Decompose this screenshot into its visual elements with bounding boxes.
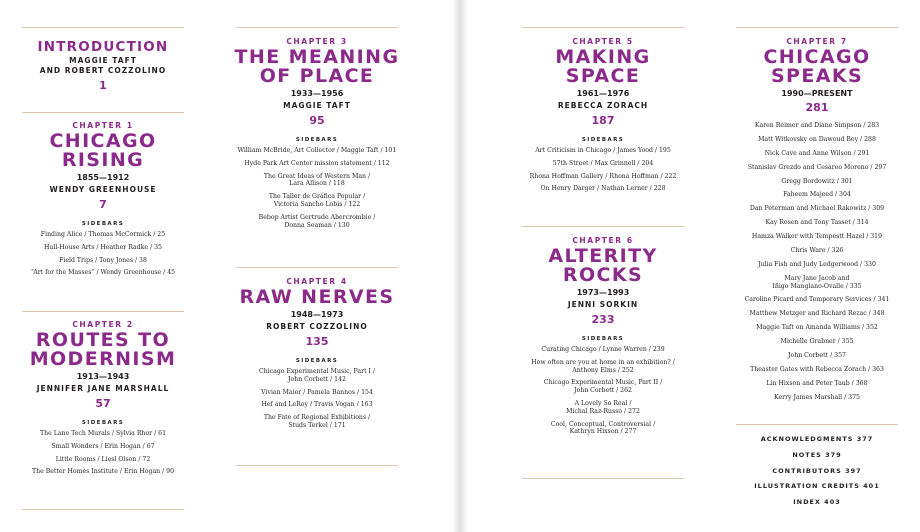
divider-rule xyxy=(22,27,184,28)
interview-entry: Caroline Picard and Temporary Services / 341 xyxy=(744,296,890,304)
interview-entry: Kerry James Marshall / 375 xyxy=(774,393,860,401)
sidebars-heading: SIDEBARS xyxy=(295,137,339,143)
interview-entry: Theaster Gates with Rebecca Zorach / 363 xyxy=(750,365,884,373)
sidebars-heading: SIDEBARS xyxy=(581,137,625,143)
back-matter-entry: ACKNOWLEDGMENTS 377 xyxy=(760,435,874,443)
chapter-title: CHICAGO SPEAKS xyxy=(763,46,871,87)
chapter-author: MAGGIE TAFT xyxy=(283,101,351,110)
sidebar-entry: 57th Street / Max Grinnell / 204 xyxy=(552,159,654,167)
chapter-label: CHAPTER 4 xyxy=(286,277,348,286)
interview-entry: Hamza Walker with Tempestt Hazel / 319 xyxy=(751,233,883,241)
book-gutter xyxy=(452,0,468,532)
chapter-author: JENNI SORKIN xyxy=(567,300,639,309)
back-matter xyxy=(736,435,898,514)
sidebar-entry: The Great Ideas of Western Man / Lara Allison / 118 xyxy=(263,172,371,188)
divider-rule xyxy=(22,509,184,510)
chapter-page-number: 233 xyxy=(591,313,615,326)
chapter-years: 1913—1943 xyxy=(76,372,130,381)
divider-rule xyxy=(22,112,184,113)
chapter-years: 1948—1973 xyxy=(290,310,344,319)
sidebar-entry: The Better Homes Institute / Erin Hogan / 90 xyxy=(31,468,175,476)
divider-rule xyxy=(522,27,684,28)
sidebars-heading: SIDEBARS xyxy=(581,336,625,342)
sidebar-entry: Art Criticism in Chicago / James Yood / 195 xyxy=(535,147,671,154)
introduction-section xyxy=(22,37,184,93)
sidebar-entry: Finding Alice / Thomas McCormick / 25 xyxy=(40,231,166,238)
chapter-years: 1961—1976 xyxy=(576,89,630,98)
introduction-title: INTRODUCTION xyxy=(37,39,169,55)
chapter-author: REBECCA ZORACH xyxy=(557,101,649,110)
chapter-label: CHAPTER 6 xyxy=(572,236,634,245)
sidebar-entry: Field Trips / Tony Jones / 38 xyxy=(59,256,147,264)
interview-entry: Gregg Bordowitz / 301 xyxy=(781,177,853,185)
chapter-title: ROUTES TO MODERNISM xyxy=(29,329,177,370)
divider-rule xyxy=(236,465,398,466)
interview-entry: Matt Witkovsky on Dawoud Bey / 288 xyxy=(758,135,876,143)
sidebar-entry: Vivian Maier / Pamela Bannos / 154 xyxy=(261,388,373,396)
divider-rule xyxy=(522,478,684,479)
chapter-3-section xyxy=(228,37,406,234)
sidebar-entry: Hef and LeRoy / Travis Vogan / 163 xyxy=(261,401,373,409)
divider-rule xyxy=(736,424,898,425)
interview-entry: Mary Jane Jacob and Iñigo Manglano-Ovalle / 335 xyxy=(772,274,862,290)
sidebar-entry: Hull-House Arts / Heather Radke / 35 xyxy=(43,243,162,251)
chapter-label: CHAPTER 3 xyxy=(286,37,348,46)
chapter-page-number: 95 xyxy=(309,114,325,127)
chapter-1-section xyxy=(22,121,184,282)
chapter-author: WENDY GREENHOUSE xyxy=(49,185,157,194)
sidebar-entry: Small Wonders / Erin Hogan / 67 xyxy=(51,442,155,450)
divider-rule xyxy=(22,311,184,312)
sidebar-entry: A Lovely So Real / Michal Raz-Russo / 272 xyxy=(566,399,640,415)
right-page xyxy=(462,0,920,532)
sidebar-entry: Chicago Experimental Music, Part II / John Corbett / 262 xyxy=(543,379,663,395)
sidebar-entry: How often are you at home in an exhibition? / Anthony Elms / 252 xyxy=(531,358,675,374)
chapter-page-number: 57 xyxy=(95,397,111,410)
sidebar-entry: Little Rooms / Liesl Olson / 72 xyxy=(55,455,151,463)
sidebar-entry: The Lane Tech Murals / Sylvia Rhor / 61 xyxy=(39,430,167,437)
sidebar-entry: Cool, Conceptual, Controversial / Kathryn Hixson / 277 xyxy=(550,420,656,436)
sidebars-heading: SIDEBARS xyxy=(295,358,339,364)
divider-rule xyxy=(736,27,898,28)
chapter-label: CHAPTER 2 xyxy=(72,320,134,329)
chapter-title: RAW NERVES xyxy=(239,286,395,308)
chapter-title: THE MEANING OF PLACE xyxy=(234,46,400,87)
sidebar-entry: Hyde Park Art Center mission statement / 112 xyxy=(244,159,390,167)
chapter-label: CHAPTER 5 xyxy=(572,37,634,46)
interview-entry: Faheem Majeed / 304 xyxy=(783,191,851,199)
sidebars-heading: SIDEBARS xyxy=(81,420,125,426)
back-matter-entry: NOTES 379 xyxy=(792,450,842,459)
chapter-years: 1990—PRESENT xyxy=(781,89,853,98)
left-page xyxy=(0,0,458,532)
sidebar-entry: Rhona Hoffman Gallery / Rhona Hoffman / 222 xyxy=(529,172,677,180)
interview-entry: Karen Reimer and Diane Simpson / 283 xyxy=(754,122,880,129)
sidebar-entry: Curating Chicago / Lynne Warren / 239 xyxy=(541,346,665,353)
chapter-page-number: 7 xyxy=(99,198,107,211)
chapter-label: CHAPTER 7 xyxy=(786,37,848,46)
interview-entry: Matthew Metzger and Richard Rezac / 348 xyxy=(749,310,885,318)
chapter-years: 1855—1912 xyxy=(76,173,130,182)
chapter-title: ALTERITY ROCKS xyxy=(548,245,658,286)
chapter-page-number: 135 xyxy=(305,335,329,348)
interview-entry: Maggie Taft on Amanda Williams / 352 xyxy=(756,324,878,332)
chapter-page-number: 281 xyxy=(805,101,829,114)
sidebar-entry: Bebop Artist Gertrude Abercrombie / Donna Seaman / 130 xyxy=(258,213,376,229)
interview-entry: Chris Ware / 326 xyxy=(790,247,844,255)
sidebar-entry: The Fate of Regional Exhibitions / Studs Terkel / 171 xyxy=(263,414,371,429)
chapter-page-number: 187 xyxy=(591,114,615,127)
sidebar-entry: William McBride, Art Collector / Maggie Taft / 101 xyxy=(237,147,397,154)
chapter-4-section xyxy=(228,277,406,435)
chapter-2-section xyxy=(22,320,184,481)
introduction-page-number: 1 xyxy=(99,79,107,92)
chapter-author: JENNIFER JANE MARSHALL xyxy=(36,384,170,393)
sidebars-heading: SIDEBARS xyxy=(81,221,125,227)
sidebar-entry: Chicago Experimental Music, Part I / John Corbett / 142 xyxy=(258,368,376,383)
sidebar-entry: The Taller de Gráfica Popular / Victoria Sancho Lobis / 122 xyxy=(268,193,366,208)
chapter-5-section xyxy=(514,37,692,198)
chapter-6-section xyxy=(514,236,692,441)
divider-rule xyxy=(522,226,684,227)
chapter-title: CHICAGO RISING xyxy=(49,130,157,171)
chapter-7-section xyxy=(728,37,906,408)
back-matter-entry: CONTRIBUTORS 397 xyxy=(772,466,862,475)
interview-entry: Lin Hixson and Peter Taub / 368 xyxy=(766,379,868,387)
chapter-years: 1933—1956 xyxy=(290,89,344,98)
back-matter-entry: ILLUSTRATION CREDITS 401 xyxy=(754,482,880,491)
chapter-author: ROBERT COZZOLINO xyxy=(266,322,368,331)
chapter-label: CHAPTER 1 xyxy=(72,121,134,130)
interview-entry: Nick Cave and Anne Wilson / 291 xyxy=(764,149,870,157)
chapter-years: 1973—1993 xyxy=(576,288,630,297)
interview-entry: Dan Peterman and Michael Rakowitz / 309 xyxy=(749,205,885,213)
back-matter-entry: INDEX 403 xyxy=(793,498,841,507)
divider-rule xyxy=(236,27,398,28)
chapter-title: MAKING SPACE xyxy=(555,46,651,87)
interview-entry: Michelle Grabner / 355 xyxy=(780,338,854,346)
interview-entry: Julia Fish and Judy Ledgerwood / 330 xyxy=(758,260,876,268)
introduction-author: MAGGIE TAFT AND ROBERT COZZOLINO xyxy=(39,56,167,75)
interview-entry: Stanislav Grezdo and Cesáreo Moreno / 297 xyxy=(747,163,887,171)
interview-entry: John Corbett / 357 xyxy=(788,352,846,360)
interview-entry: Kay Rosen and Tony Tasset / 314 xyxy=(765,219,869,227)
divider-rule xyxy=(236,267,398,268)
sidebar-entry: “Art for the Masses” / Wendy Greenhouse / 45 xyxy=(30,269,176,277)
sidebar-entry: On Henry Darger / Nathan Lerner / 228 xyxy=(540,185,666,193)
